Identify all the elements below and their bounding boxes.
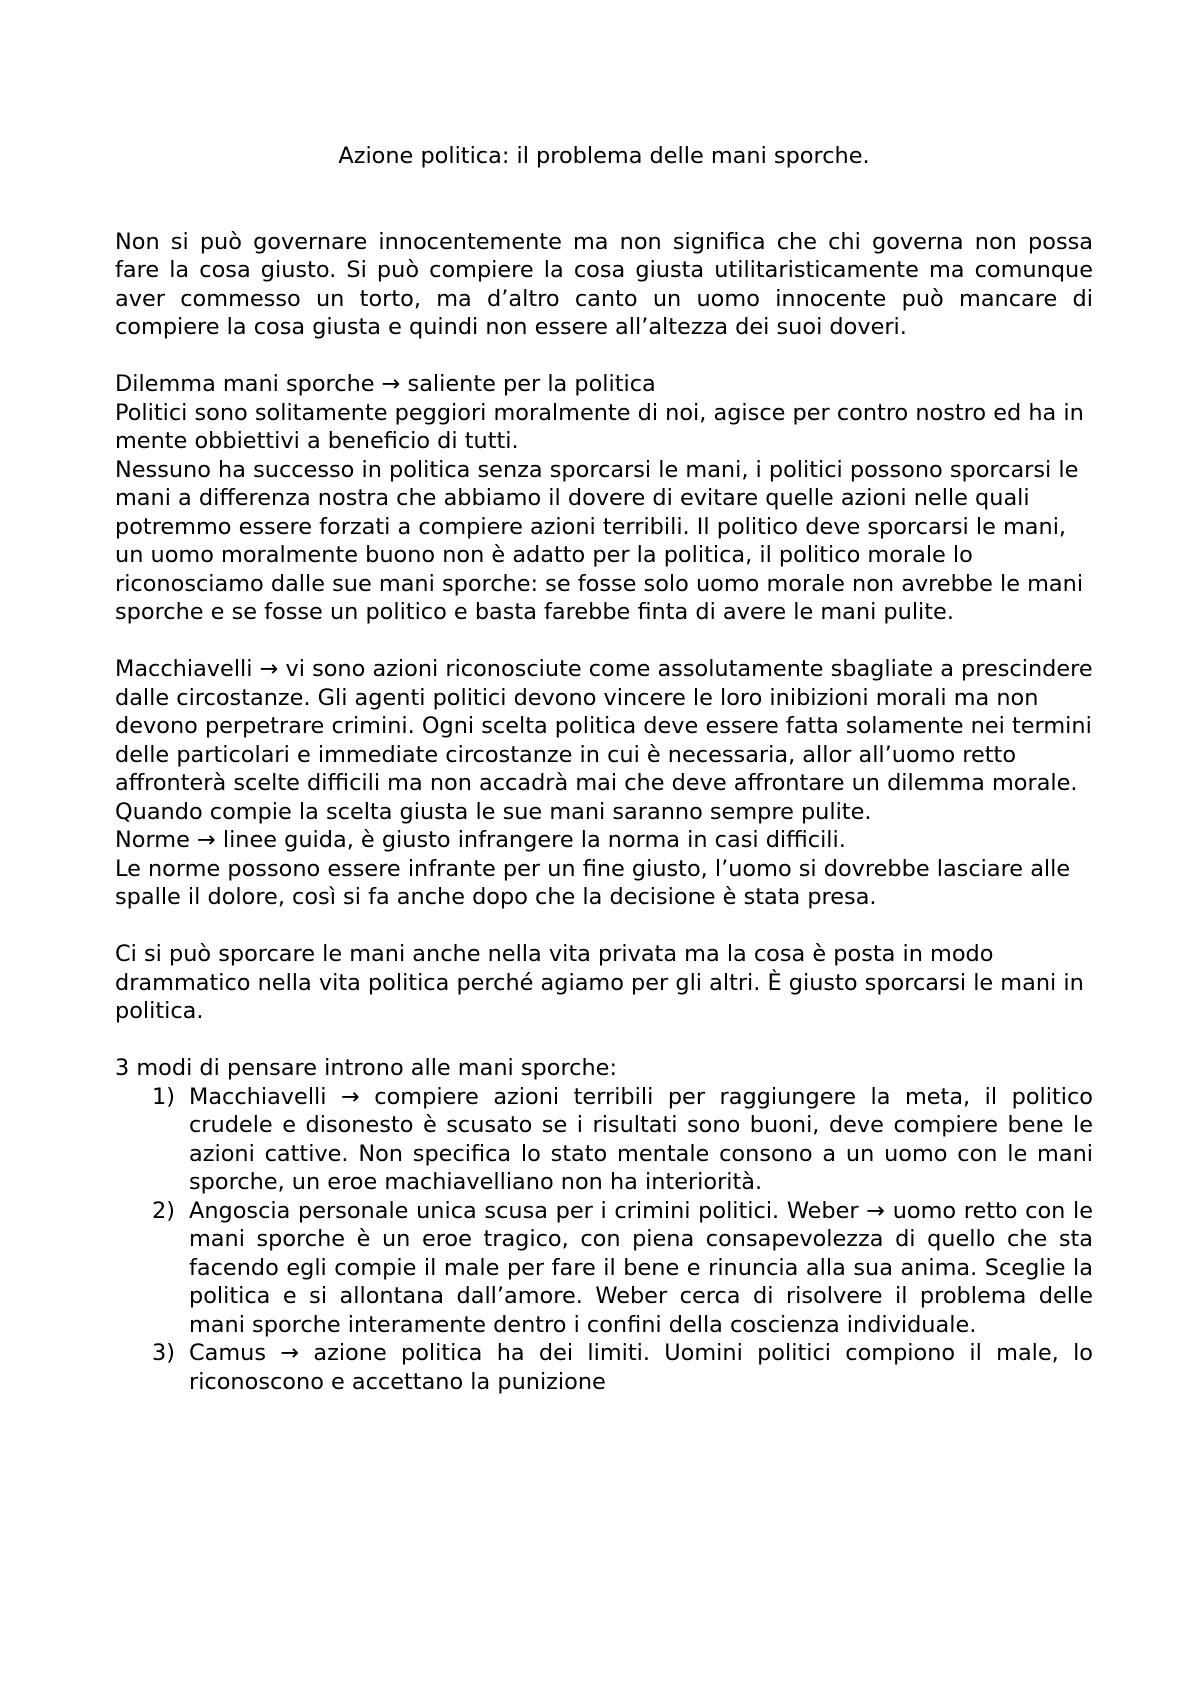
dilemma-paragraph: Politici sono solitamente peggiori moralmente di noi, agisce per contro nostro ed ha in mente obbiettivi a beneficio di tutti. <box>115 399 1084 454</box>
list-item <box>115 1339 1093 1396</box>
macchiavelli-paragraph: Macchiavelli → vi sono azioni riconosciute come assolutamente sbagliate a prescindere dalle circostanze. Gli agenti politici devono vincere le loro inibizioni morali ma non devono perpetrare crimini. Ogni scelta politica deve essere fatta solamente nei termini delle particolari e immediate circostanze in cui è necessaria, allor all’uomo retto affronterà scelte difficili ma non accadrà mai che deve affrontare un dilemma morale. Quando compie la scelta giusta le sue mani saranno sempre pulite. <box>115 656 1093 825</box>
list-item <box>115 1197 1093 1340</box>
spacer <box>115 627 1093 656</box>
spacer <box>115 342 1093 371</box>
spacer <box>115 912 1093 941</box>
list-item-text: Macchiavelli → compiere azioni terribili per raggiungere la meta, il politico crudele e disonesto è scusato se i risultati sono buoni, deve compiere bene le azioni cattive. Non specifica lo stato mentale consono a un uomo con le mani sporche, un eroe machiavelliano non ha interiorità. <box>189 1083 1093 1195</box>
intro-paragraph: Non si può governare innocentemente ma non significa che chi governa non possa fare la cosa giusto. Si può compiere la cosa giusta utilitaristicamente ma comunque aver commesso un torto, ma d’altro canto un uomo innocente può mancare di compiere la cosa giusta e quindi non essere all’altezza dei suoi doveri. <box>115 228 1093 340</box>
list-item-text: Camus → azione politica ha dei limiti. Uomini politici compiono il male, lo riconoscono e accettano la punizione <box>189 1340 1093 1395</box>
dilemma-paragraph: Nessuno ha successo in politica senza sporcarsi le mani, i politici possono sporcarsi le mani a differenza nostra che abbiamo il dovere di evitare quelle azioni nelle quali potremmo essere forzati a compiere azioni terribili. Il politico deve sporcarsi le mani, un uomo moralmente buono non è adatto per la politica, il politico morale lo riconosciamo dalle sue mani sporche: se fosse solo uomo morale non avrebbe le mani sporche e se fosse un politico e basta farebbe finta di avere le mani pulite. <box>115 456 1084 625</box>
modes-list <box>115 1083 1093 1397</box>
modes-heading: 3 modi di pensare introno alle mani sporche: <box>115 1055 617 1081</box>
document-page <box>115 142 1093 1396</box>
document-title: Azione politica: il problema delle mani sporche. <box>338 143 870 169</box>
list-item-number: 3) <box>152 1340 175 1366</box>
list-item-number: 1) <box>152 1083 175 1110</box>
spacer <box>115 171 1093 228</box>
private-life-paragraph: Ci si può sporcare le mani anche nella vita privata ma la cosa è posta in modo drammatico nella vita politica perché agiamo per gli altri. È giusto sporcarsi le mani in politica. <box>115 941 1084 1024</box>
dilemma-line: Dilemma mani sporche → saliente per la politica <box>115 371 656 397</box>
spacer <box>115 1026 1093 1055</box>
norme-paragraph: Le norme possono essere infrante per un fine giusto, l’uomo si dovrebbe lasciare alle spalle il dolore, così si fa anche dopo che la decisione è stata presa. <box>115 855 1071 910</box>
list-item-text: Angoscia personale unica scusa per i crimini politici. Weber → uomo retto con le mani sporche è un eroe tragico, con piena consapevolezza di quello che sta facendo egli compie il male per fare il bene e rinuncia alla sua anima. Sceglie la politica e si allontana dall’amore. Weber cerca di risolvere il problema delle mani sporche interamente dentro i confini della coscienza individuale. <box>189 1197 1093 1338</box>
norme-line: Norme → linee guida, è giusto infrangere la norma in casi difficili. <box>115 827 846 853</box>
list-item <box>115 1083 1093 1197</box>
list-item-number: 2) <box>152 1197 175 1224</box>
